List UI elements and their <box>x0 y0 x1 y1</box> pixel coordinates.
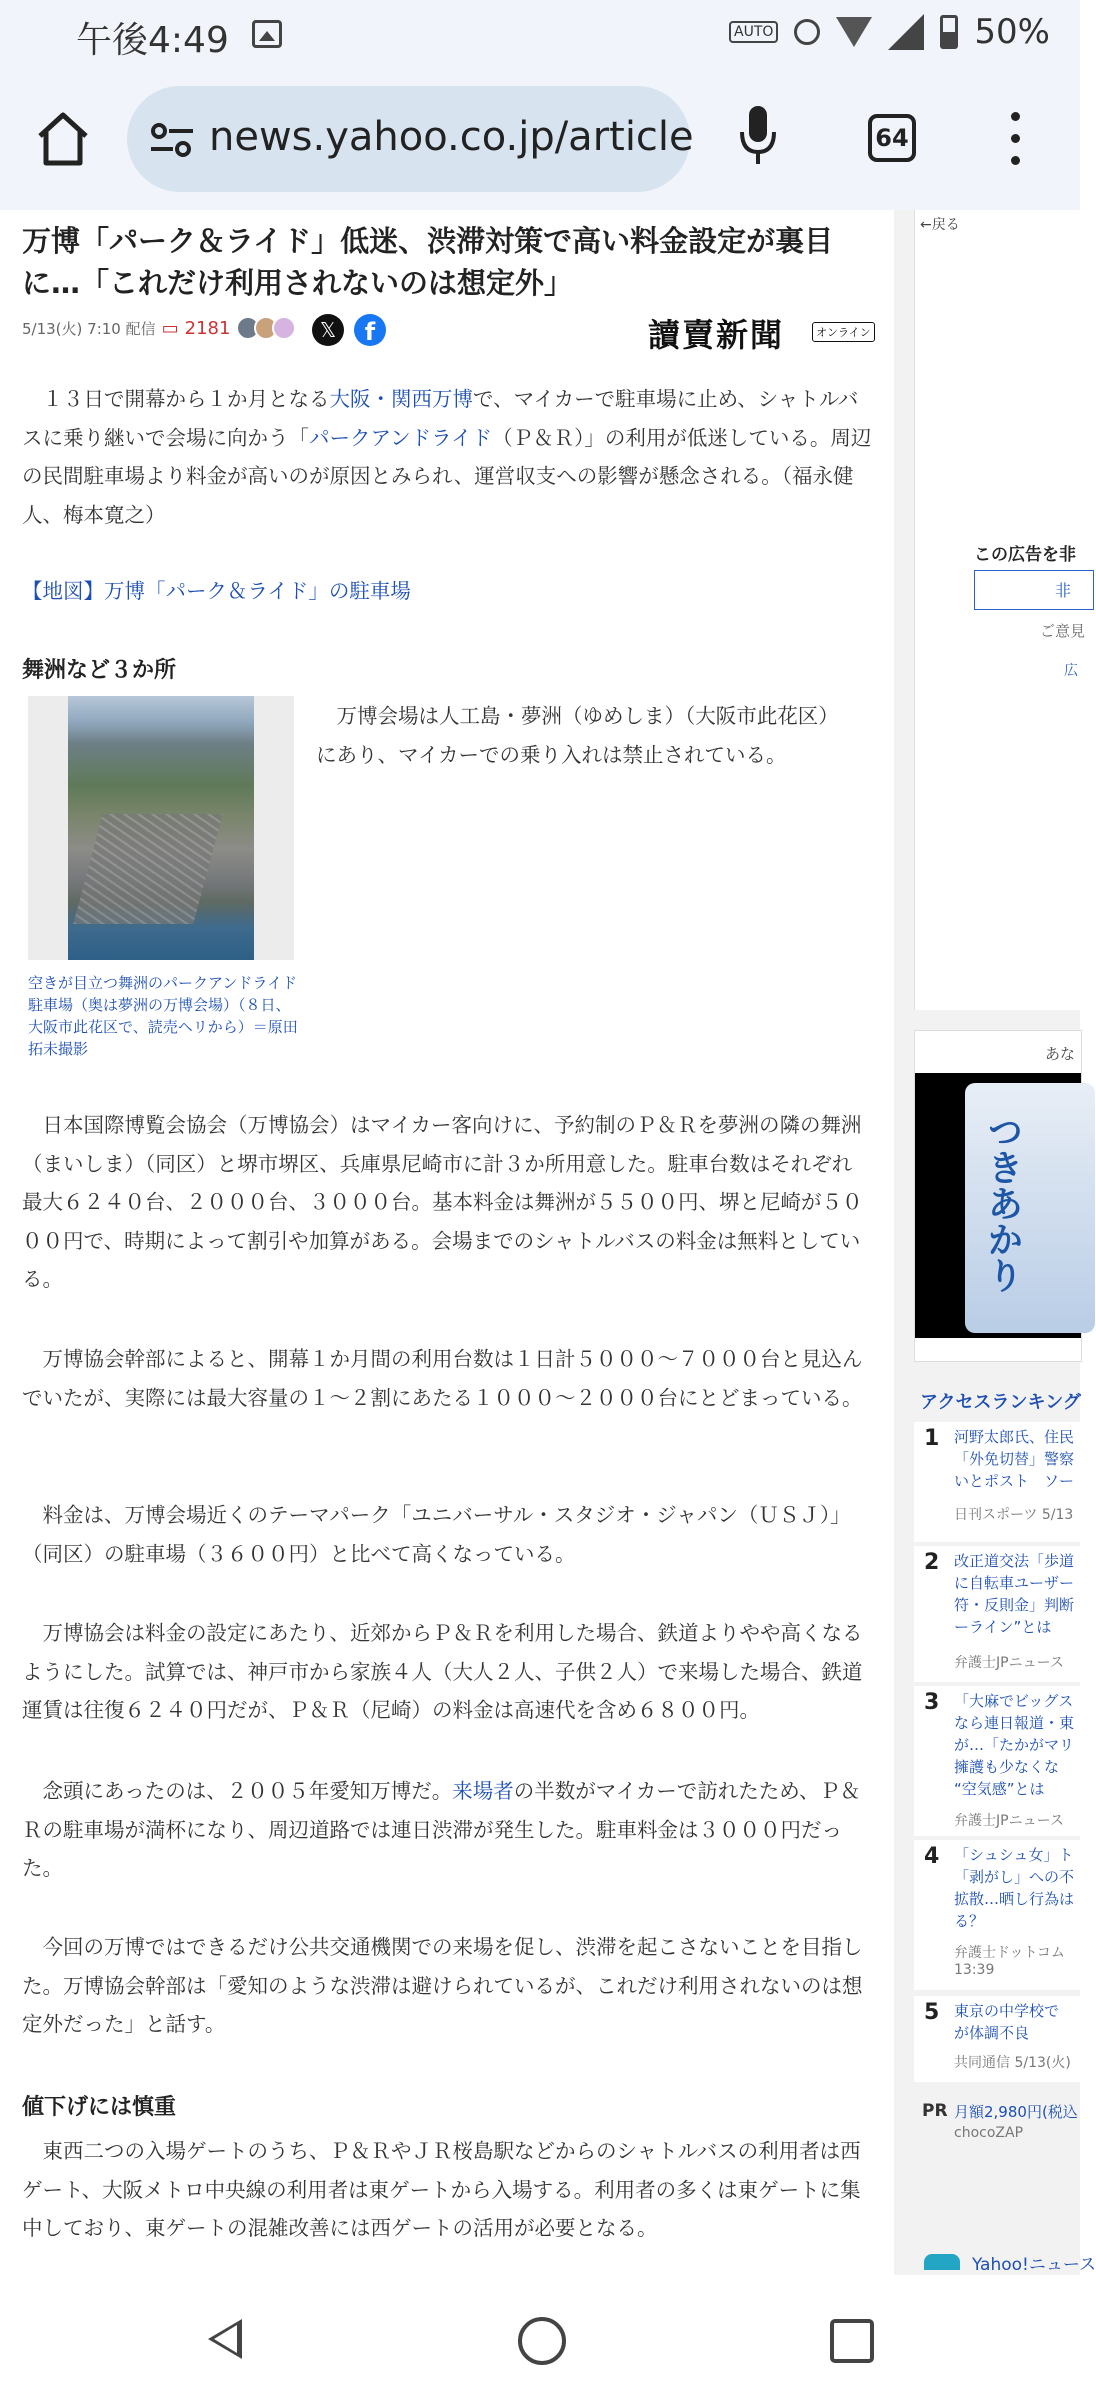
yahoo-news-icon <box>924 2254 960 2270</box>
paragraph-5: 料金は、万博会場近くのテーマパーク「ユニバーサル・スタジオ・ジャパン（ＵＳＪ）」（同区）の駐車場（３６００円）と比べて高くなっている。 <box>22 1503 851 1566</box>
site-settings-icon[interactable] <box>149 122 195 158</box>
image-notification-icon <box>252 20 282 48</box>
status-time: 午後4:49 <box>76 20 229 61</box>
ranking-item[interactable]: 3 「大麻でビッグス なら連日報道・東 が…「たかがマリ 擁護も少なくな “空気感”とは 弁護士JPニュース <box>914 1686 1080 1836</box>
visitors-link[interactable]: 来場者 <box>452 1779 514 1803</box>
recent-apps-icon[interactable] <box>830 2319 874 2363</box>
pr-label: PR <box>922 2101 948 2121</box>
signal-icon <box>888 14 924 50</box>
battery-percent: 50% <box>974 12 1050 52</box>
home-button-icon[interactable] <box>518 2317 566 2365</box>
ranking-title: アクセスランキング <box>920 1392 1081 1413</box>
commenter-avatars <box>242 316 296 340</box>
tab-switcher-button[interactable]: 64 <box>868 114 916 162</box>
pr-title[interactable]: 月額2,980円(税込 <box>954 2103 1078 2121</box>
rice-product-image[interactable] <box>915 1073 1081 1338</box>
publish-date: 5/13(火) 7:10 配信 <box>22 319 156 338</box>
sidebar <box>894 210 1096 2275</box>
ranking-item[interactable]: 2 改正道交法「歩道 に自転車ユーザー 符・反則金」判断 ーライン”とは 弁護士JPニュース <box>914 1546 1080 1682</box>
article-photo[interactable] <box>28 696 294 960</box>
ranking-item[interactable]: 5 東京の中学校で が体調不良 共同通信 5/13(火) <box>914 1996 1080 2082</box>
article-headline: 万博「パーク＆ライド」低迷、渋滞対策で高い料金設定が裏目に…「これだけ利用されないのは想定外」 <box>22 224 834 300</box>
ad-hide-note: この広告を非 <box>974 545 1076 565</box>
status-icons <box>729 12 1050 52</box>
ad-feedback-text: ご意見 <box>1040 622 1086 640</box>
comment-count[interactable]: 2181 <box>184 317 231 339</box>
comment-icon[interactable]: ▭ <box>161 317 179 339</box>
paragraph-8: 今回の万博ではできるだけ公共交通機関での来場を促し、渋滞を起こさないことを目指した。万博協会幹部は「愛知のような渋滞は避けられているが、これだけ利用されないのは想定外だった」と話す。 <box>22 1935 863 2036</box>
park-and-ride-link[interactable]: パークアンドライド <box>309 425 493 450</box>
facebook-share-icon[interactable]: f <box>354 314 386 346</box>
paragraph-4: 万博協会幹部によると、開幕１か月間の利用台数は１日計５０００～７０００台と見込んでいたが、実際には最大容量の１～２割にあたる１０００～２０００台にとどまっている。 <box>22 1347 863 1410</box>
back-icon[interactable] <box>208 2319 242 2359</box>
ranking-item[interactable]: 4 「シュシュ女」ト 「剥がし」への不 拡散…晒し行為は る？ 弁護士ドットコム 13:39 <box>914 1840 1080 1990</box>
paragraph-7: 念頭にあったのは、２００５年愛知万博だ。来場者の半数がマイカーで訪れたため、Ｐ＆Ｒの駐車場が満杯になり、周辺道路では連日渋滞が発生した。駐車料金は３０００円だった。 <box>22 1779 861 1880</box>
ad-info-link[interactable]: 広 <box>1064 663 1078 679</box>
home-icon[interactable] <box>36 110 90 168</box>
wifi-icon <box>836 17 872 47</box>
paragraph-6: 万博協会は料金の設定にあたり、近郊からＰ＆Ｒを利用した場合、鉄道よりやや高くなるようにした。試算では、神戸市から家族４人（大人２人、子供２人）で来場した場合、鉄道運賃は往復６２４０円だが、Ｐ＆Ｒ（尼崎）の料金は高速代を含め６８００円。 <box>22 1621 863 1722</box>
section-heading-1: 舞洲など３か所 <box>22 658 177 683</box>
promo-product-name: つきあかり <box>982 1113 1023 1293</box>
map-link[interactable]: 【地図】万博「パーク＆ライド」の駐車場 <box>22 579 411 603</box>
ad-hide-button[interactable]: 非 <box>974 570 1094 610</box>
article-meta <box>22 316 296 340</box>
pr-source: chocoZAP <box>954 2125 1024 2141</box>
promo-ad[interactable] <box>914 1030 1082 1362</box>
browser-toolbar <box>0 70 1080 210</box>
paragraph-9: 東西二つの入場ゲートのうち、Ｐ＆ＲやＪＲ桜島駅などからのシャトルバスの利用者は西ゲート、大阪メトロ中央線の利用者は東ゲートから入場する。利用者の多くは東ゲートに集中しており、東ゲートの混雑改善には西ゲートの活用が必要となる。 <box>22 2139 861 2240</box>
publisher-badge: オンライン <box>812 322 875 342</box>
paragraph-3: 日本国際博覧会協会（万博協会）はマイカー客向けに、予約制のＰ＆Ｒを夢洲の隣の舞洲（まいしま）（同区）と堺市堺区、兵庫県尼崎市に計３か所用意した。駐車台数はそれぞれ最大６２４０台、２０００台、３０００台。基本料金は舞洲が５５００円、堺と尼崎が５０００円で、時期によって割引や加算がある。会場までのシャトルバスの料金は無料としている。 <box>22 1113 863 1291</box>
photo-caption[interactable]: 空きが目立つ舞洲のパークアンドライド駐車場（奥は夢洲の万博会場）（８日、大阪市此花区で、読売ヘリから）＝原田拓未撮影 <box>28 974 298 1058</box>
microphone-icon[interactable] <box>740 104 776 168</box>
article <box>0 210 895 2275</box>
section-heading-2: 値下げには慎重 <box>22 2095 177 2120</box>
publisher-logo[interactable]: 讀賣新聞 <box>648 316 785 354</box>
ranking-item[interactable]: 1 河野太郎氏、住民 「外免切替」警察 いとポスト ソー 日刊スポーツ 5/13 <box>914 1422 1080 1542</box>
alarm-icon <box>794 19 820 45</box>
promo-label: あな <box>1045 1045 1076 1063</box>
paragraph-2: 万博会場は人工島・夢洲（ゆめしま）（大阪市此花区）にあり、マイカーでの乗り入れは禁止されている。 <box>316 704 839 767</box>
navigation-bar <box>0 2275 1080 2400</box>
paragraph-1: １３日で開幕から１か月となる大阪・関西万博で、マイカーで駐車場に止め、シャトルバスに乗り継いで会場に向かう「パークアンドライド（Ｐ＆Ｒ）」の利用が低迷している。周辺の民間駐車場より料金が高いのが原因とみられ、運営収支への影響が懸念される。（福永健人、梅本寛之） <box>22 387 872 527</box>
auto-hz-icon: AUTO <box>729 21 778 43</box>
back-link[interactable]: ←戻る <box>920 217 960 233</box>
url-text[interactable]: news.yahoo.co.jp/article <box>209 114 694 160</box>
status-bar <box>0 0 1080 70</box>
expo-link[interactable]: 大阪・関西万博 <box>329 387 473 411</box>
yahoo-news-link[interactable]: Yahoo!ニュース <box>972 2255 1096 2275</box>
more-menu-icon[interactable] <box>1010 112 1020 168</box>
x-share-icon[interactable]: 𝕏 <box>312 314 344 346</box>
address-bar[interactable] <box>127 86 694 192</box>
battery-icon <box>940 15 958 49</box>
